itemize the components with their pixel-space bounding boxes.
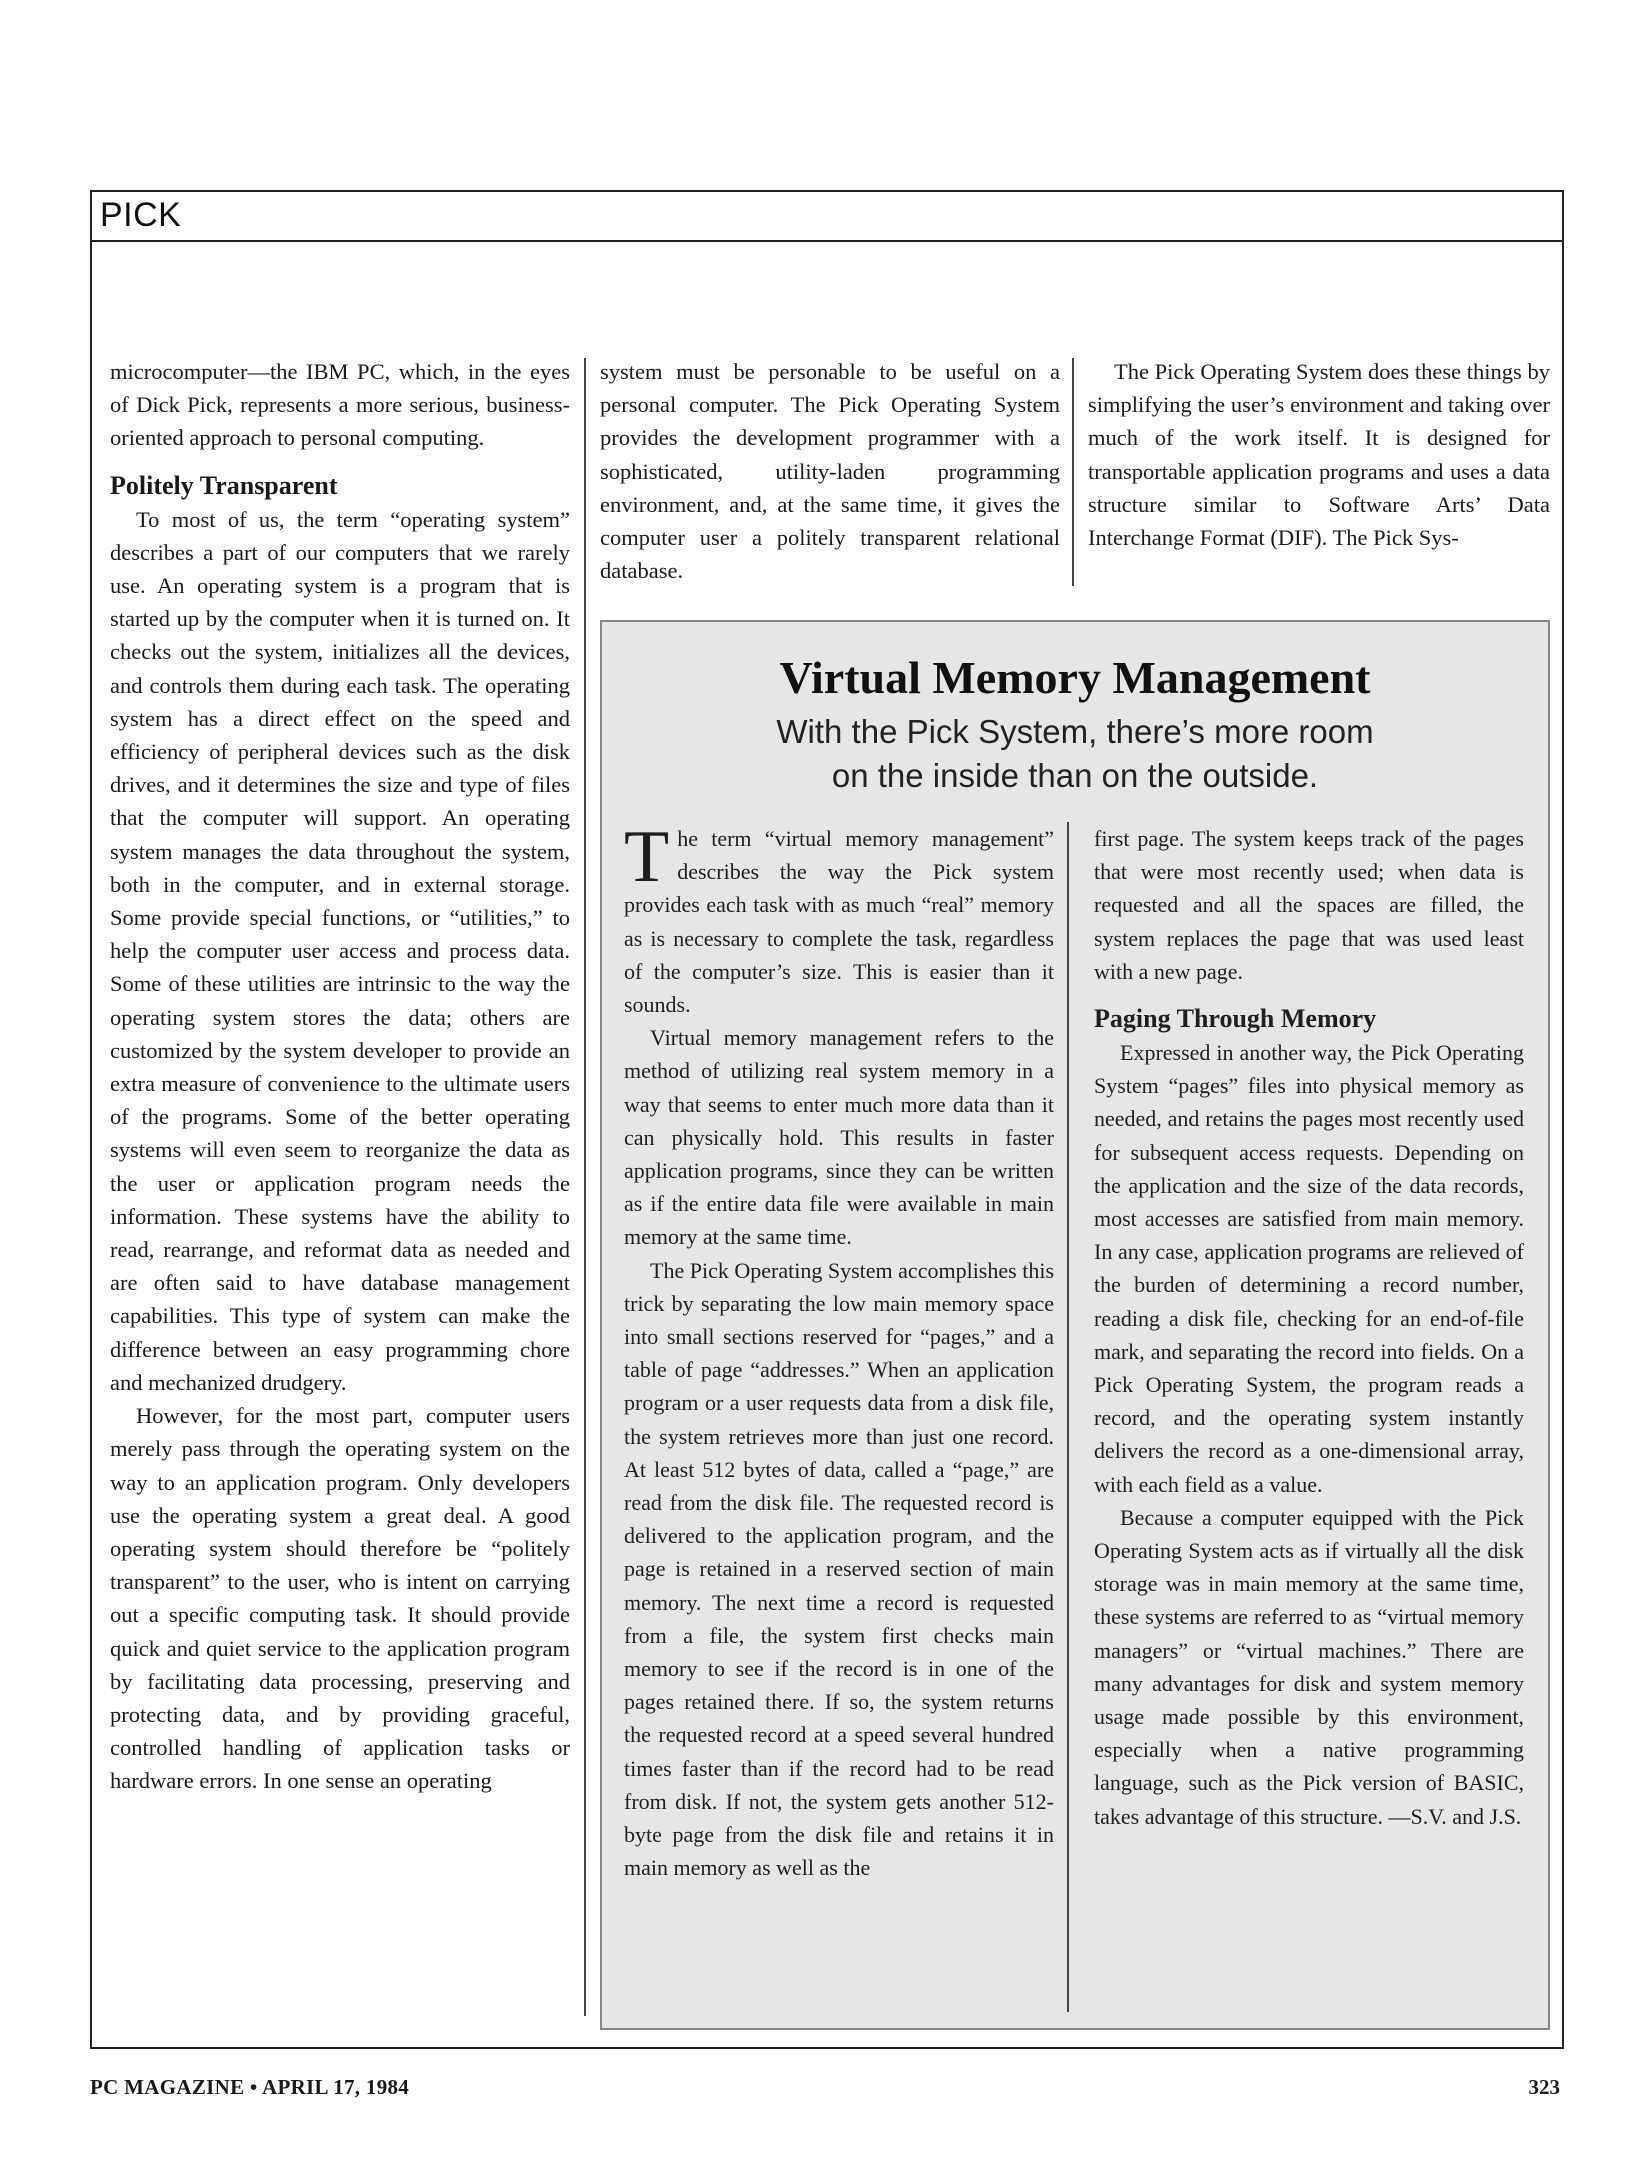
column-rule xyxy=(1072,358,1074,586)
sidebar-subtitle-line: With the Pick System, there’s more room xyxy=(776,713,1374,750)
paragraph: The Pick Operating System accomplishes this trick by separating the low main memory space into small sections reserved for “pages,” and a table of page “addresses.” When an application program or a user requests data from a disk file, the system retrieves more than just one record. At least 512 bytes of data, called a “page,” are read from the disk file. The requested record is delivered to the application program, and the page is retained in a reserved section of main memory. The next time a record is requested from a file, the system first checks main memory to see if the record is in one of the pages retained there. If so, the system returns the requested record at a speed several hundred times faster than if the record had to be read from disk. If not, the system gets another 512-byte page from the disk file and retains it in main memory as well as the xyxy=(624,1257,1054,1881)
sidebar-subtitle xyxy=(602,710,1548,798)
sidebar-subtitle-line: on the inside than on the outside. xyxy=(831,757,1319,794)
article-column-1 xyxy=(110,355,570,1798)
column-rule xyxy=(584,358,586,2016)
sidebar-column-rule xyxy=(1067,822,1069,2012)
paragraph xyxy=(624,816,1054,1021)
paragraph: However, for the most part, computer users merely pass through the operating system on the way to an application program. Only developers use the operating system a great deal. A good operating system should therefore be “politely transparent” to the user, who is intent on carrying out a specific computing task. It should provide quick and quiet service to the application program by facilitating data processing, preserving and protecting data, and by providing graceful, controlled handling of application tasks or hardware errors. In one sense an operating xyxy=(110,1403,570,1794)
subheading-politely-transparent: Politely Transparent xyxy=(110,470,338,500)
page-number: 323 xyxy=(1528,2075,1560,2099)
drop-cap: T xyxy=(624,816,670,898)
paragraph: system must be personable to be useful on a personal computer. The Pick Operating System provides the development programmer with a sophisticated, utility-laden programming environment, and, at the same time, it gives the computer user a politely transparent relational database. xyxy=(600,359,1060,584)
subheading-paging-through-memory: Paging Through Memory xyxy=(1094,1004,1377,1034)
section-title: PICK xyxy=(100,196,182,234)
footer-publication: PC MAGAZINE • APRIL 17, 1984 xyxy=(90,2075,410,2099)
sidebar-column-2 xyxy=(1094,822,1524,1833)
section-header xyxy=(92,192,1562,242)
paragraph: first page. The system keeps track of the pages that were most recently used; when data is requested and all the spaces are filled, the system replaces the page that was used least with a new page. xyxy=(1094,826,1524,984)
paragraph: To most of us, the term “operating system” describes a part of our computers that we rarely use. An operating system is a program that is started up by the computer when it is turned on. It checks out the system, initializes all the devices, and controls them during each task. The operating system has a direct effect on the speed and efficiency of peripheral devices such as the disk drives, and it determines the size and type of files that the computer will support. An operating system manages the data throughout the system, both in the computer, and in external storage. Some provide special functions, or “utilities,” to help the computer user access and process data. Some of these utilities are intrinsic to the way the operating system stores the data; others are customized by the system developer to provide an extra measure of convenience to the ultimate users of the programs. Some of the better operating systems will even seem to reorganize the data as the user or application program needs the information. These systems have the ability to read, rearrange, and reformat data as needed and are often said to have database management capabilities. This type of system can make the difference between an easy programming chore and mechanized drudgery. xyxy=(110,506,570,1395)
article-column-2 xyxy=(600,355,1060,587)
paragraph: Expressed in another way, the Pick Operating System “pages” files into physical memory as needed, and retains the pages most recently used for subsequent access requests. Depending on the application and the size of the data records, most accesses are satisfied from main memory. In any case, application programs are relieved of the burden of determining a record number, reading a disk file, checking for an end-of-file mark, and separating the record into fields. On a Pick Operating System, the program reads a record, and the operating system instantly delivers the record as a one-dimensional array, with each field as a value. xyxy=(1094,1040,1524,1497)
sidebar-column-1 xyxy=(624,816,1054,1885)
article-column-3 xyxy=(1088,355,1550,554)
paragraph: Virtual memory management refers to the method of utilizing real system memory in a way that seems to enter much more data than it can physically hold. This results in faster application programs, since they can be written as if the entire data file were available in main memory at the same time. xyxy=(624,1025,1054,1250)
paragraph: The Pick Operating System does these things by simplifying the user’s environment and taking over much of the work itself. It is designed for transportable application programs and uses a data structure similar to Software Arts’ Data Interchange Format (DIF). The Pick Sys- xyxy=(1088,359,1550,551)
sidebar-box xyxy=(600,620,1550,2030)
paragraph: Because a computer equipped with the Pick Operating System acts as if virtually all the disk storage was in main memory at the same time, these systems are referred to as “virtual memory managers” or “virtual machines.” There are many advantages for disk and system memory usage made possible by this environment, especially when a native programming language, such as the Pick version of BASIC, takes advantage of this structure. —S.V. and J.S. xyxy=(1094,1504,1524,1829)
sidebar-title: Virtual Memory Management xyxy=(779,652,1371,703)
paragraph-text: he term “virtual memory management” describes the way the Pick system provides each task with as much “real” memory as is necessary to complete the task, regardless of the computer’s size. This is easier than it sounds. xyxy=(624,826,1054,1018)
paragraph: microcomputer—the IBM PC, which, in the eyes of Dick Pick, represents a more serious, business-oriented approach to personal computing. xyxy=(110,359,570,451)
